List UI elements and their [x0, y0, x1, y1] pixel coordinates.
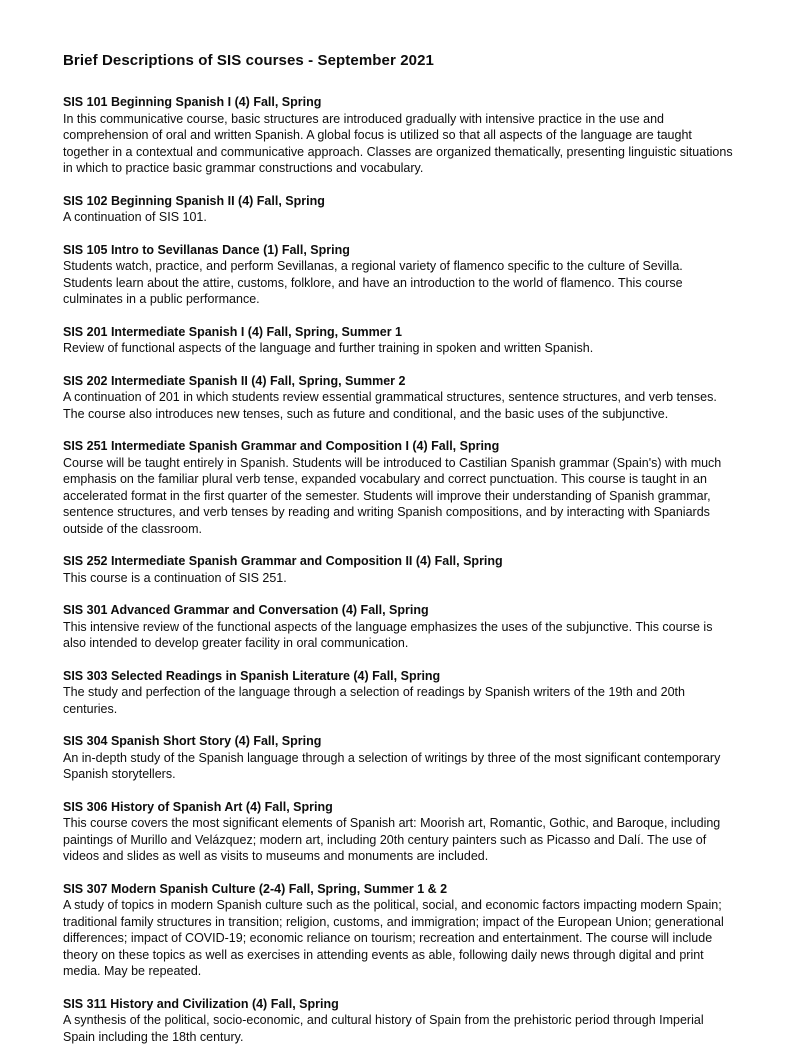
course-entry — [63, 799, 735, 865]
course-list — [63, 94, 735, 1045]
course-heading: SIS 303 Selected Readings in Spanish Literature (4) Fall, Spring — [63, 668, 735, 685]
course-description: The study and perfection of the language through a selection of readings by Spanish writers of the 19th and 20th centuries. — [63, 684, 735, 717]
course-entry — [63, 668, 735, 718]
course-description: A continuation of SIS 101. — [63, 209, 735, 226]
course-heading: SIS 252 Intermediate Spanish Grammar and Composition II (4) Fall, Spring — [63, 553, 735, 570]
course-heading: SIS 102 Beginning Spanish II (4) Fall, Spring — [63, 193, 735, 210]
course-description: A synthesis of the political, socio-economic, and cultural history of Spain from the prehistoric period through Imperial Spain including the 18th century. — [63, 1012, 735, 1045]
course-heading: SIS 202 Intermediate Spanish II (4) Fall, Spring, Summer 2 — [63, 373, 735, 390]
course-description: A continuation of 201 in which students review essential grammatical structures, sentence structures, and verb tenses. The course also introduces new tenses, such as future and conditional, and the basic uses of the subjunctive. — [63, 389, 735, 422]
course-heading: SIS 251 Intermediate Spanish Grammar and Composition I (4) Fall, Spring — [63, 438, 735, 455]
course-entry — [63, 438, 735, 537]
course-description: Course will be taught entirely in Spanish. Students will be introduced to Castilian Spanish grammar (Spain's) with much emphasis on the familiar plural verb tense, expanded vocabulary and correct punctuation. This course is taught in an accelerated format in the first quarter of the semester. Students will improve their understanding of Spanish grammar, sentence structures, and verb tenses by reading and writing Spanish compositions, and by interacting with Spaniards outside of the classroom. — [63, 455, 735, 538]
course-entry — [63, 602, 735, 652]
course-entry — [63, 193, 735, 226]
course-heading: SIS 307 Modern Spanish Culture (2-4) Fall, Spring, Summer 1 & 2 — [63, 881, 735, 898]
document-title: Brief Descriptions of SIS courses - September 2021 — [63, 52, 735, 70]
course-description: This course covers the most significant elements of Spanish art: Moorish art, Romantic, Gothic, and Baroque, including paintings of Murillo and Velázquez; modern art, including 20th century painters such as Picasso and Dalí. The use of videos and slides as well as visits to museums and monuments are included. — [63, 815, 735, 865]
course-entry — [63, 553, 735, 586]
course-entry — [63, 373, 735, 423]
course-description: Students watch, practice, and perform Sevillanas, a regional variety of flamenco specific to the culture of Sevilla. Students learn about the attire, customs, folklore, and have an introduction to the world of flamenco. This course culminates in a public performance. — [63, 258, 735, 308]
course-entry — [63, 881, 735, 980]
course-heading: SIS 301 Advanced Grammar and Conversation (4) Fall, Spring — [63, 602, 735, 619]
course-description: In this communicative course, basic structures are introduced gradually with intensive practice in the use and comprehension of oral and written Spanish. A global focus is utilized so that all aspects of the language are taught together in a contextual and communicative approach. Classes are organized thematically, presenting linguistic situations in which to practice basic grammar constructions and vocabulary. — [63, 111, 735, 177]
course-description: An in-depth study of the Spanish language through a selection of writings by three of the most significant contemporary Spanish storytellers. — [63, 750, 735, 783]
course-entry — [63, 242, 735, 308]
course-entry — [63, 996, 735, 1045]
course-heading: SIS 101 Beginning Spanish I (4) Fall, Spring — [63, 94, 735, 111]
course-description: Review of functional aspects of the language and further training in spoken and written Spanish. — [63, 340, 735, 357]
course-entry — [63, 324, 735, 357]
course-description: This course is a continuation of SIS 251. — [63, 570, 735, 587]
course-heading: SIS 311 History and Civilization (4) Fall, Spring — [63, 996, 735, 1013]
course-heading: SIS 201 Intermediate Spanish I (4) Fall, Spring, Summer 1 — [63, 324, 735, 341]
course-description: A study of topics in modern Spanish culture such as the political, social, and economic factors impacting modern Spain; traditional family structures in transition; religion, customs, and immigration; impact of the European Union; generational differences; impact of COVID-19; economic reliance on tourism; recreation and entertainment. The course will include theory on these topics as well as exercises in attending events as able, following daily news through digital and print media. May be repeated. — [63, 897, 735, 980]
course-entry — [63, 94, 735, 177]
course-entry — [63, 733, 735, 783]
course-heading: SIS 304 Spanish Short Story (4) Fall, Spring — [63, 733, 735, 750]
course-heading: SIS 105 Intro to Sevillanas Dance (1) Fall, Spring — [63, 242, 735, 259]
course-description: This intensive review of the functional aspects of the language emphasizes the uses of the subjunctive. This course is also intended to develop greater facility in oral communication. — [63, 619, 735, 652]
course-heading: SIS 306 History of Spanish Art (4) Fall, Spring — [63, 799, 735, 816]
